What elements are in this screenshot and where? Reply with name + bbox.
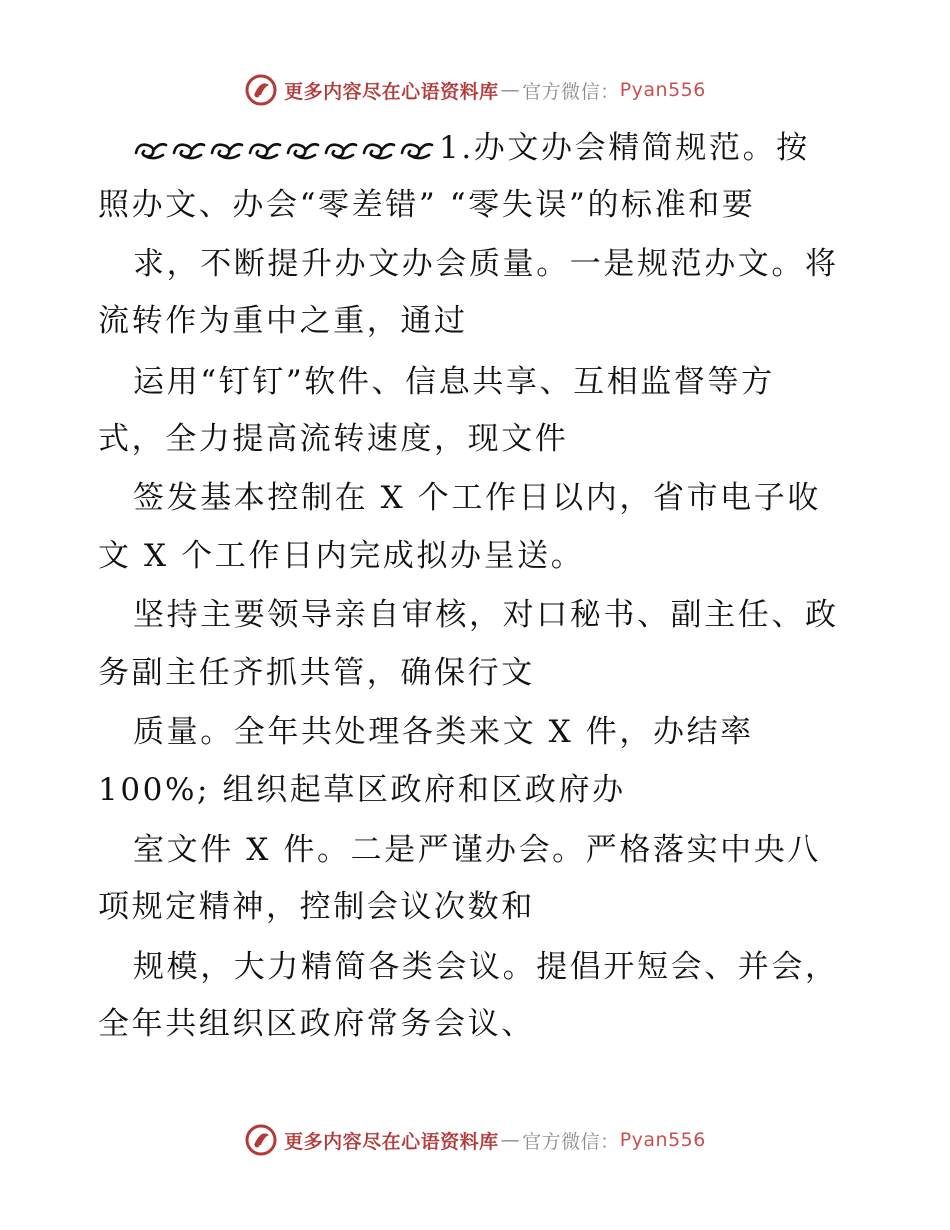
- banner-wechat-label: 官方微信：: [522, 1130, 620, 1153]
- banner-wechat-id: Pyan556: [619, 79, 706, 101]
- brand-logo-icon: [244, 73, 278, 107]
- banner-dash: —: [500, 1129, 521, 1151]
- ornament-row: [133, 139, 437, 161]
- brand-logo-icon: [244, 1123, 278, 1157]
- line-text: 质量。全年共处理各类来文 X 件，办结率: [133, 714, 754, 750]
- banner-wechat-label: 官方微信：: [522, 80, 620, 103]
- paragraph-line: [98, 301, 468, 341]
- ornament-glyph-icon: [285, 139, 321, 161]
- paragraph-line: [98, 185, 755, 225]
- paragraph-line: [133, 244, 839, 284]
- ornament-glyph-icon: [323, 139, 359, 161]
- line-text: 照办文、办会“零差错” “零失误”的标准和要: [98, 187, 756, 223]
- line-text: 室文件 X 件。二是严谨办会。严格落实中央八: [133, 832, 821, 868]
- paragraph-line: [133, 595, 839, 635]
- banner-dash: —: [500, 79, 521, 101]
- line-text: 项规定精神，控制会议次数和: [98, 889, 535, 925]
- banner-title: 更多内容尽在心语资料库: [284, 80, 499, 103]
- paragraph-line: [133, 128, 810, 168]
- ornament-glyph-icon: [361, 139, 397, 161]
- line-text: 100%; 组织起草区政府和区政府办: [98, 772, 626, 808]
- paragraph-line: [133, 947, 839, 987]
- ornament-glyph-icon: [247, 139, 283, 161]
- paragraph-line: [133, 830, 821, 870]
- ornament-glyph-icon: [171, 139, 207, 161]
- header-banner: [0, 70, 950, 110]
- paragraph-line: [98, 536, 584, 576]
- line-text: 式，全力提高流转速度，现文件: [98, 421, 569, 457]
- line-text: 规模，大力精简各类会议。提倡开短会、并会，: [133, 949, 839, 985]
- footer-banner: [0, 1120, 950, 1160]
- line-text: 求，不断提升办文办会质量。一是规范办文。将: [133, 246, 839, 282]
- paragraph-line: [98, 887, 535, 927]
- paragraph-line: [133, 478, 821, 518]
- banner-wechat-id: Pyan556: [619, 1129, 706, 1151]
- line-text: 运用“钉钉”软件、信息共享、互相监督等方: [133, 364, 775, 400]
- paragraph-line: [98, 653, 535, 693]
- paragraph-line: [98, 419, 568, 459]
- paragraph-line: [133, 712, 754, 752]
- line-text: 签发基本控制在 X 个工作日以内，省市电子收: [133, 480, 821, 516]
- banner-title: 更多内容尽在心语资料库: [284, 1130, 499, 1153]
- paragraph-line: [98, 770, 626, 810]
- line-text: 全年共组织区政府常务会议、: [98, 1006, 535, 1042]
- ornament-glyph-icon: [399, 139, 435, 161]
- ornament-glyph-icon: [133, 139, 169, 161]
- line-text: 坚持主要领导亲自审核，对口秘书、副主任、政: [133, 597, 839, 633]
- line-text: 务副主任齐抓共管，确保行文: [98, 655, 535, 691]
- paragraph-line: [98, 1004, 535, 1044]
- line-text: 文 X 个工作日内完成拟办呈送。: [98, 538, 585, 574]
- line-text: 流转作为重中之重，通过: [98, 303, 468, 339]
- line-text: 1.办文办会精简规范。按: [439, 130, 810, 166]
- ornament-glyph-icon: [209, 139, 245, 161]
- paragraph-line: [133, 362, 775, 402]
